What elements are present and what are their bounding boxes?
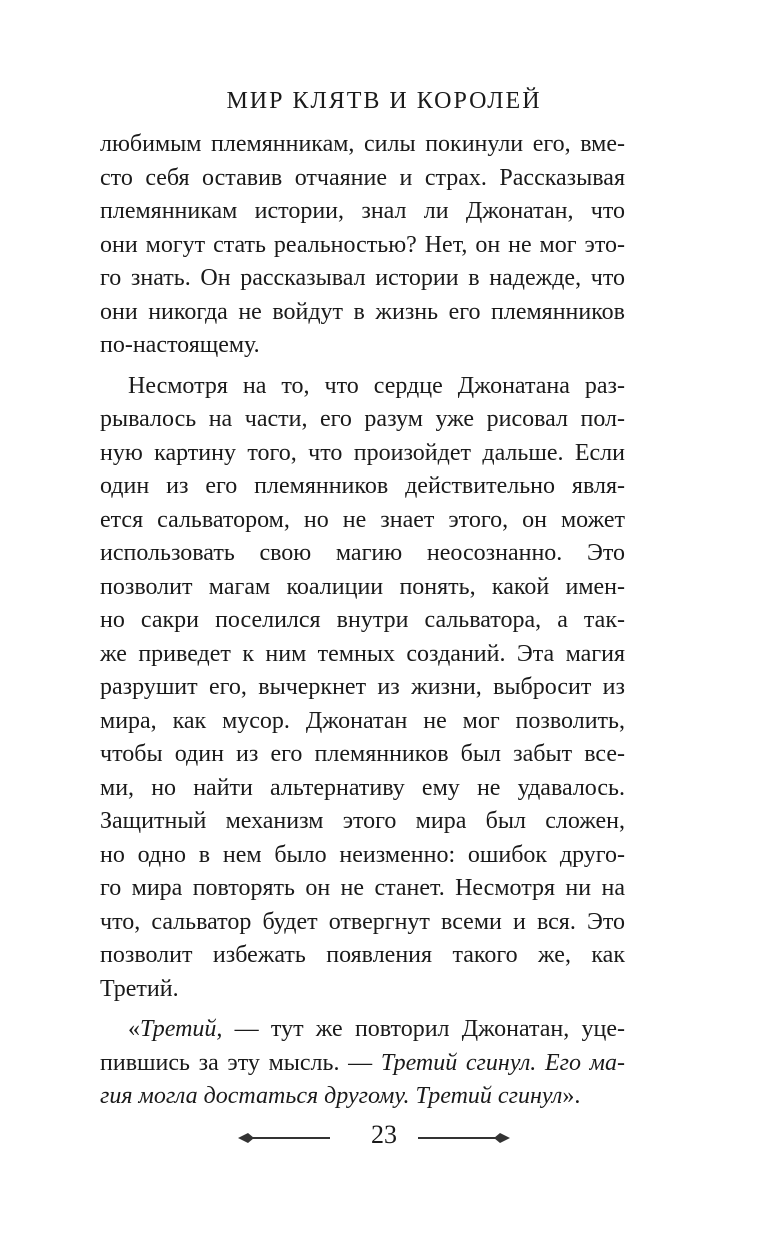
italic-text: гия могла достаться другому. Третий сгинул [100, 1083, 563, 1109]
text-line: использовать свою магию неосознанно. Это [100, 540, 625, 566]
text-line: ми, но найти альтернативу ему не удавалось. [100, 774, 625, 801]
italic-text: Третий, [140, 1016, 223, 1042]
text-line: разрушит его, вычеркнет из жизни, выбросит из [100, 674, 625, 700]
text-line: же приведет к ним темных созданий. Эта магия [100, 640, 625, 667]
plain-text: — тут же повторил Джонатан, уце- [222, 1016, 625, 1042]
text-line: го знать. Он рассказывал истории в надежде, что [100, 265, 625, 291]
text-line: Несмотря на то, что сердце Джонатана раз- [128, 372, 625, 399]
italic-text: Третий сгинул. Его ма- [380, 1049, 625, 1076]
text-line: но сакри поселился внутри сальватора, а так- [100, 607, 625, 633]
text-line [100, 1080, 625, 1114]
text-line: что, сальватор будет отвергнут всеми и вся. Это [100, 908, 625, 935]
text-line: но одно в нем было неизменно: ошибок друго- [100, 841, 625, 868]
text-line: позволит избежать появления такого же, как [100, 942, 625, 968]
paragraph-1 [100, 128, 625, 363]
text-line: любимым племянникам, силы покинули его, вме- [100, 131, 625, 157]
plain-text: пившись за эту мысль. — [100, 1049, 381, 1076]
paragraph-3 [100, 1013, 625, 1114]
open-quote: « [128, 1016, 140, 1042]
text-line [100, 1013, 625, 1047]
text-line: сто себя оставив отчаяние и страх. Рассказывая [100, 164, 625, 191]
text-line: Защитный механизм этого мира был сложен, [100, 808, 625, 834]
text-line [100, 1047, 625, 1081]
paragraph-2 [100, 370, 625, 1007]
text-line: рывалось на части, его разум уже рисовал пол- [100, 406, 625, 432]
text-line: го мира повторять он не станет. Несмотря ни на [100, 875, 625, 901]
text-line: ется сальватором, но не знает этого, он может [100, 506, 625, 533]
right-ornament-icon [414, 1128, 510, 1148]
text-line: Третий. [100, 975, 179, 1002]
text-line: племянникам истории, знал ли Джонатан, что [100, 198, 625, 224]
text-line: они никогда не войдут в жизнь его племянников [100, 298, 625, 325]
text-line: чтобы один из его племянников был забыт все- [100, 741, 625, 767]
page-footer [0, 1120, 768, 1156]
text-line: они могут стать реальностью? Нет, он не мог это- [100, 231, 625, 258]
page-number: 23 [371, 1120, 397, 1149]
text-line: по-настоящему. [100, 332, 260, 358]
text-line: один из его племянников действительно явля- [100, 473, 625, 499]
text-line: позволит магам коалиции понять, какой имен- [100, 573, 625, 600]
running-head: МИР КЛЯТВ И КОРОЛЕЙ [226, 88, 542, 114]
body-text [100, 128, 625, 1114]
text-line: ную картину того, что произойдет дальше. Если [100, 439, 625, 466]
close-quote: ». [562, 1083, 581, 1109]
text-line: мира, как мусор. Джонатан не мог позволить, [100, 707, 625, 734]
